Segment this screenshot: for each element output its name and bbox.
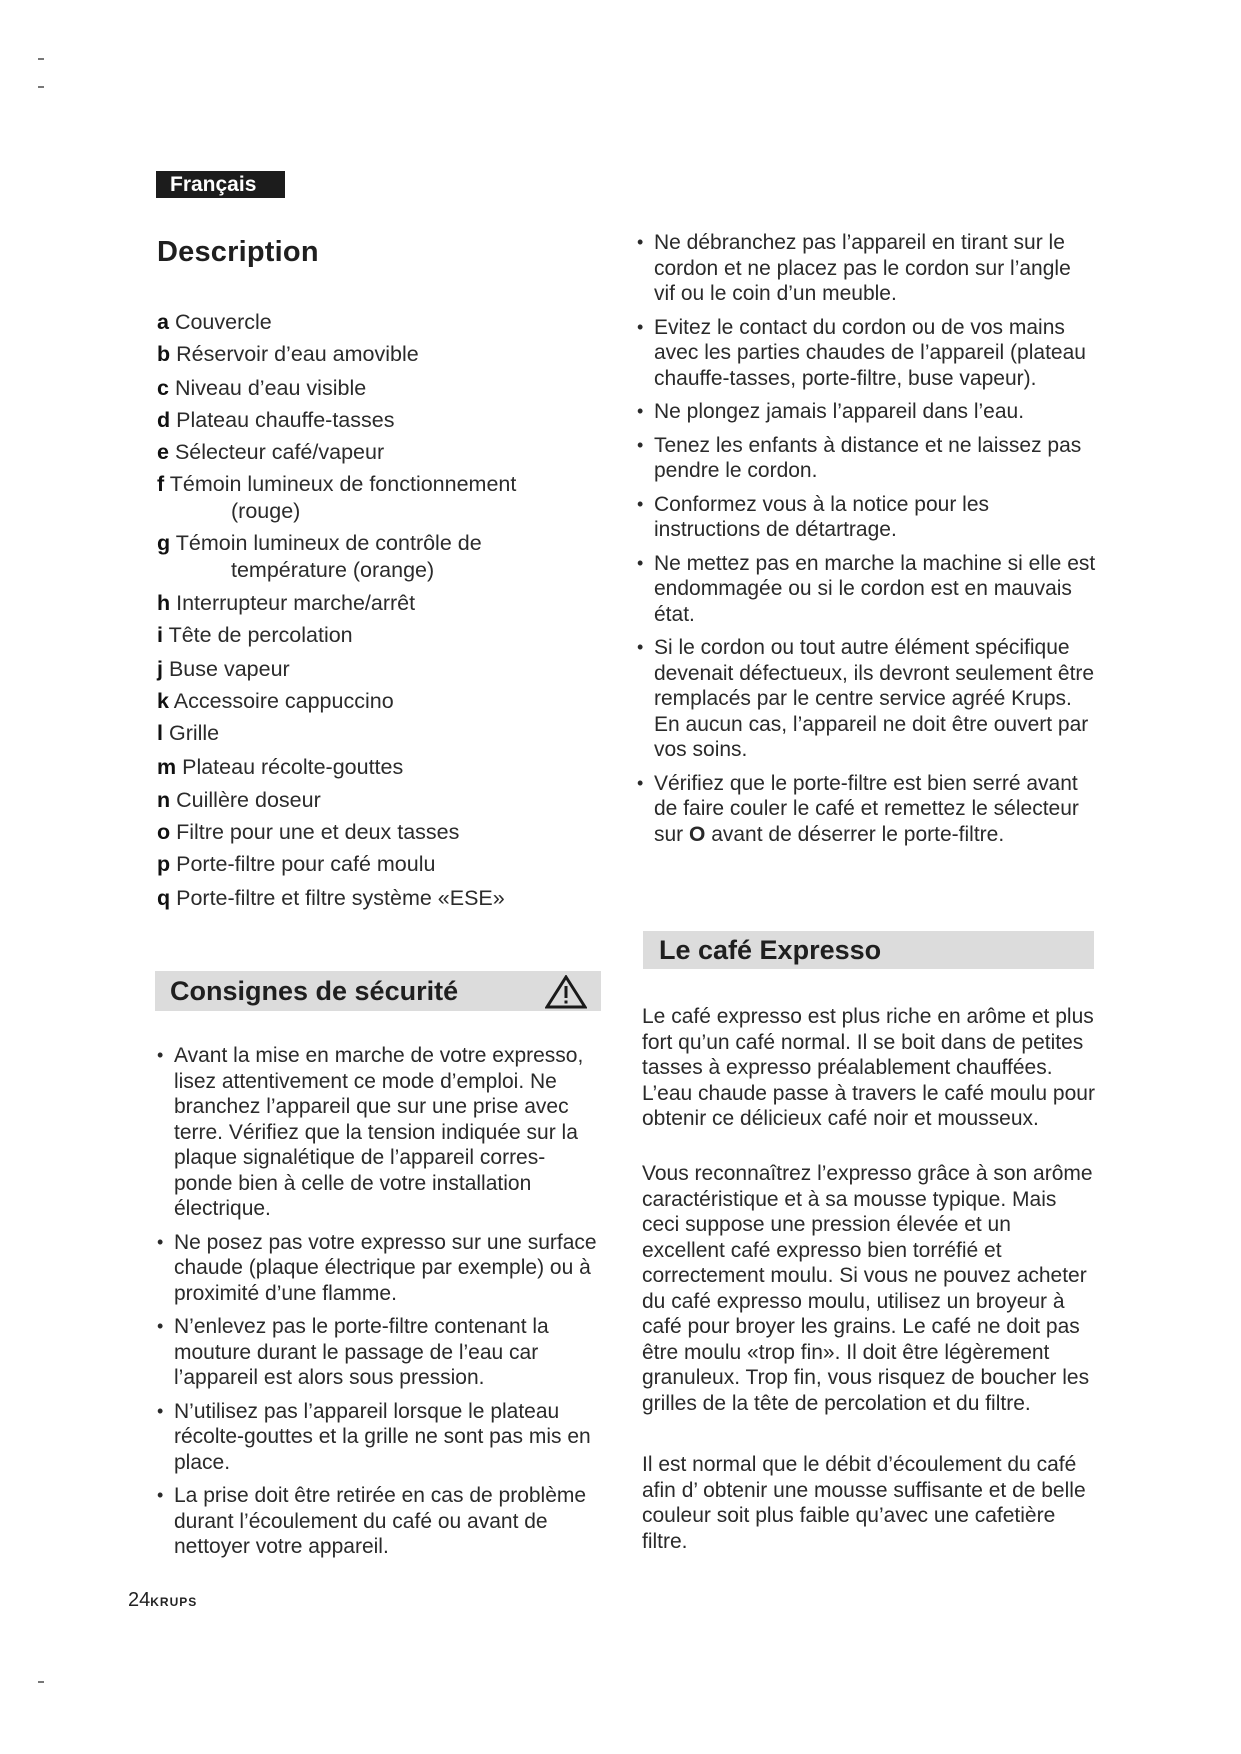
- list-item: [157, 622, 607, 649]
- list-item: [157, 341, 607, 368]
- list-item: [157, 851, 607, 878]
- list-item: [157, 375, 607, 402]
- expresso-paragraph: Vous reconnaîtrez l’expresso grâce à son arôme caractéristique et à sa mousse typique. Mais ceci suppose une pression élevée et un excellent café expresso bien torréfié et correctement moulu. Si vous ne pouvez acheter du café expresso moulu, utilisez un broyeur à café pour broyer les grains. Le café ne doit pas être moulu «trop fin». Il doit être légèrement granuleux. Trop fin, vous risquez de boucher les grilles de la tête de percolation et du filtre.: [642, 1162, 1093, 1415]
- list-item: [157, 309, 607, 336]
- list-item: • N’enlevez pas le porte-filtre contenant la mouture durant le passage de l’eau car l’appareil est alors sous pression.: [157, 1314, 602, 1391]
- item-letter: o: [157, 820, 171, 844]
- page-footer: [128, 1589, 197, 1612]
- item-letter: a: [157, 310, 169, 334]
- list-item: • Ne débranchez pas l’appareil en tirant sur le cordon et ne placez pas le cordon sur l’angle vif ou le coin d’un meuble.: [637, 230, 1097, 307]
- item-text: Cuillère doseur: [176, 788, 321, 812]
- item-text: Porte-filtre pour café moulu: [176, 852, 436, 876]
- item-text: Accessoire cappuccino: [173, 689, 394, 713]
- item-text: Filtre pour une et deux tasses: [176, 820, 460, 844]
- list-item: • Si le cordon ou tout autre élément spécifique devenait défectueux, ils devront seulement être remplacés par le centre service agréé Krups. En aucun cas, l’appareil ne doit être ouvert par vos soins.: [637, 635, 1097, 763]
- list-item: [157, 530, 607, 584]
- list-item: • Evitez le contact du cordon ou de vos mains avec les parties chaudes de l’appareil (plateau chauffe-tasses, porte-filtre, buse vapeur).: [637, 315, 1097, 392]
- bullet-text: Vérifiez que le porte-filtre est bien serré avant de faire couler le café et remettez le sélecteur sur: [654, 771, 1079, 846]
- expresso-paragraph: Il est normal que le débit d’écoulement du café afin d’ obtenir une mousse suffisante et de belle couleur soit plus faible qu’avec une cafetière filtre.: [642, 1453, 1086, 1553]
- scan-speck: [38, 1681, 44, 1683]
- item-text: Plateau chauffe-tasses: [176, 408, 395, 432]
- list-item: [157, 787, 607, 814]
- list-item: [157, 754, 607, 781]
- expresso-title: Le café Expresso: [659, 935, 882, 965]
- item-text: Niveau d’eau visible: [174, 376, 367, 400]
- list-item: [637, 771, 1097, 848]
- safety-title: Consignes de sécurité: [170, 976, 459, 1006]
- warning-icon: [545, 975, 587, 1009]
- list-item: • Tenez les enfants à distance et ne laissez pas pendre le cordon.: [637, 433, 1097, 484]
- language-tab: Français: [156, 171, 285, 198]
- bullet-text: avant de déserrer le porte-filtre.: [705, 822, 1005, 846]
- list-item: • Conformez vous à la notice pour les instructions de détartrage.: [637, 492, 1097, 543]
- safety-list-left: [157, 1043, 602, 1568]
- expresso-header: [643, 931, 1094, 969]
- list-item: [157, 439, 607, 466]
- description-title: Description: [157, 236, 319, 268]
- item-letter: i: [157, 623, 163, 647]
- list-item: • N’utilisez pas l’appareil lorsque le plateau récolte-gouttes et la grille ne sont pas mis en place.: [157, 1399, 602, 1476]
- item-text: Témoin lumineux de contrôle de: [175, 531, 482, 555]
- item-letter: f: [157, 472, 165, 496]
- item-letter: j: [157, 657, 163, 681]
- scan-speck: [38, 58, 44, 60]
- item-letter: g: [157, 531, 171, 555]
- list-item: • Ne posez pas votre expresso sur une surface chaude (plaque électrique par exemple) ou à proximité d’une flamme.: [157, 1230, 602, 1307]
- item-letter: m: [157, 755, 177, 779]
- list-item: [157, 688, 607, 715]
- item-letter: n: [157, 788, 171, 812]
- safety-list-right: [637, 230, 1097, 855]
- item-text: Porte-filtre et filtre système «ESE»: [176, 886, 505, 910]
- list-item: • Ne plongez jamais l’appareil dans l’eau.: [637, 399, 1097, 425]
- list-item: [157, 471, 607, 525]
- item-text-continued: température (orange): [231, 558, 435, 582]
- selector-position: O: [689, 822, 706, 846]
- item-letter: k: [157, 689, 169, 713]
- list-item: [157, 656, 607, 683]
- item-text: Couvercle: [174, 310, 272, 334]
- item-text: Grille: [168, 721, 220, 745]
- item-text: Interrupteur marche/arrêt: [176, 591, 416, 615]
- list-item: • Avant la mise en marche de votre expresso, lisez attentivement ce mode d’emploi. Ne branchez l’appareil que sur une prise avec terre. Vérifiez que la tension indiquée sur la plaque signalétique de l’appareil corres-ponde bien à celle de votre installation électrique.: [157, 1043, 602, 1222]
- list-item: • Ne mettez pas en marche la machine si elle est endommagée ou si le cordon est en mauvais état.: [637, 551, 1097, 628]
- item-letter: l: [157, 721, 163, 745]
- list-item: [157, 819, 607, 846]
- item-letter: e: [157, 440, 169, 464]
- item-text: Buse vapeur: [168, 657, 290, 681]
- item-text: Réservoir d’eau amovible: [176, 342, 419, 366]
- scan-speck: [38, 86, 44, 88]
- item-text: Sélecteur café/vapeur: [174, 440, 385, 464]
- brand-logo: KRUPS: [150, 1595, 198, 1609]
- item-text: Tête de percolation: [168, 623, 353, 647]
- page-number: 24: [128, 1589, 151, 1611]
- item-letter: b: [157, 342, 171, 366]
- item-letter: d: [157, 408, 171, 432]
- item-letter: q: [157, 886, 171, 910]
- list-item: [157, 885, 607, 912]
- list-item: [157, 720, 607, 747]
- list-item: [157, 407, 607, 434]
- item-letter: h: [157, 591, 171, 615]
- safety-header: [155, 971, 601, 1011]
- expresso-paragraph: Le café expresso est plus riche en arôme et plus fort qu’un café normal. Il se boit dans de petites tasses à expresso préalablement chauffées. L’eau chaude passe à travers le café moulu pour obtenir ce délicieux café noir et mousseux.: [642, 1005, 1095, 1130]
- item-text: Plateau récolte-gouttes: [182, 755, 404, 779]
- item-letter: p: [157, 852, 171, 876]
- item-letter: c: [157, 376, 169, 400]
- item-text-continued: (rouge): [231, 499, 301, 523]
- list-item: [157, 590, 607, 617]
- item-text: Témoin lumineux de fonctionnement: [169, 472, 517, 496]
- list-item: • La prise doit être retirée en cas de problème durant l’écoulement du café ou avant de nettoyer votre appareil.: [157, 1483, 602, 1560]
